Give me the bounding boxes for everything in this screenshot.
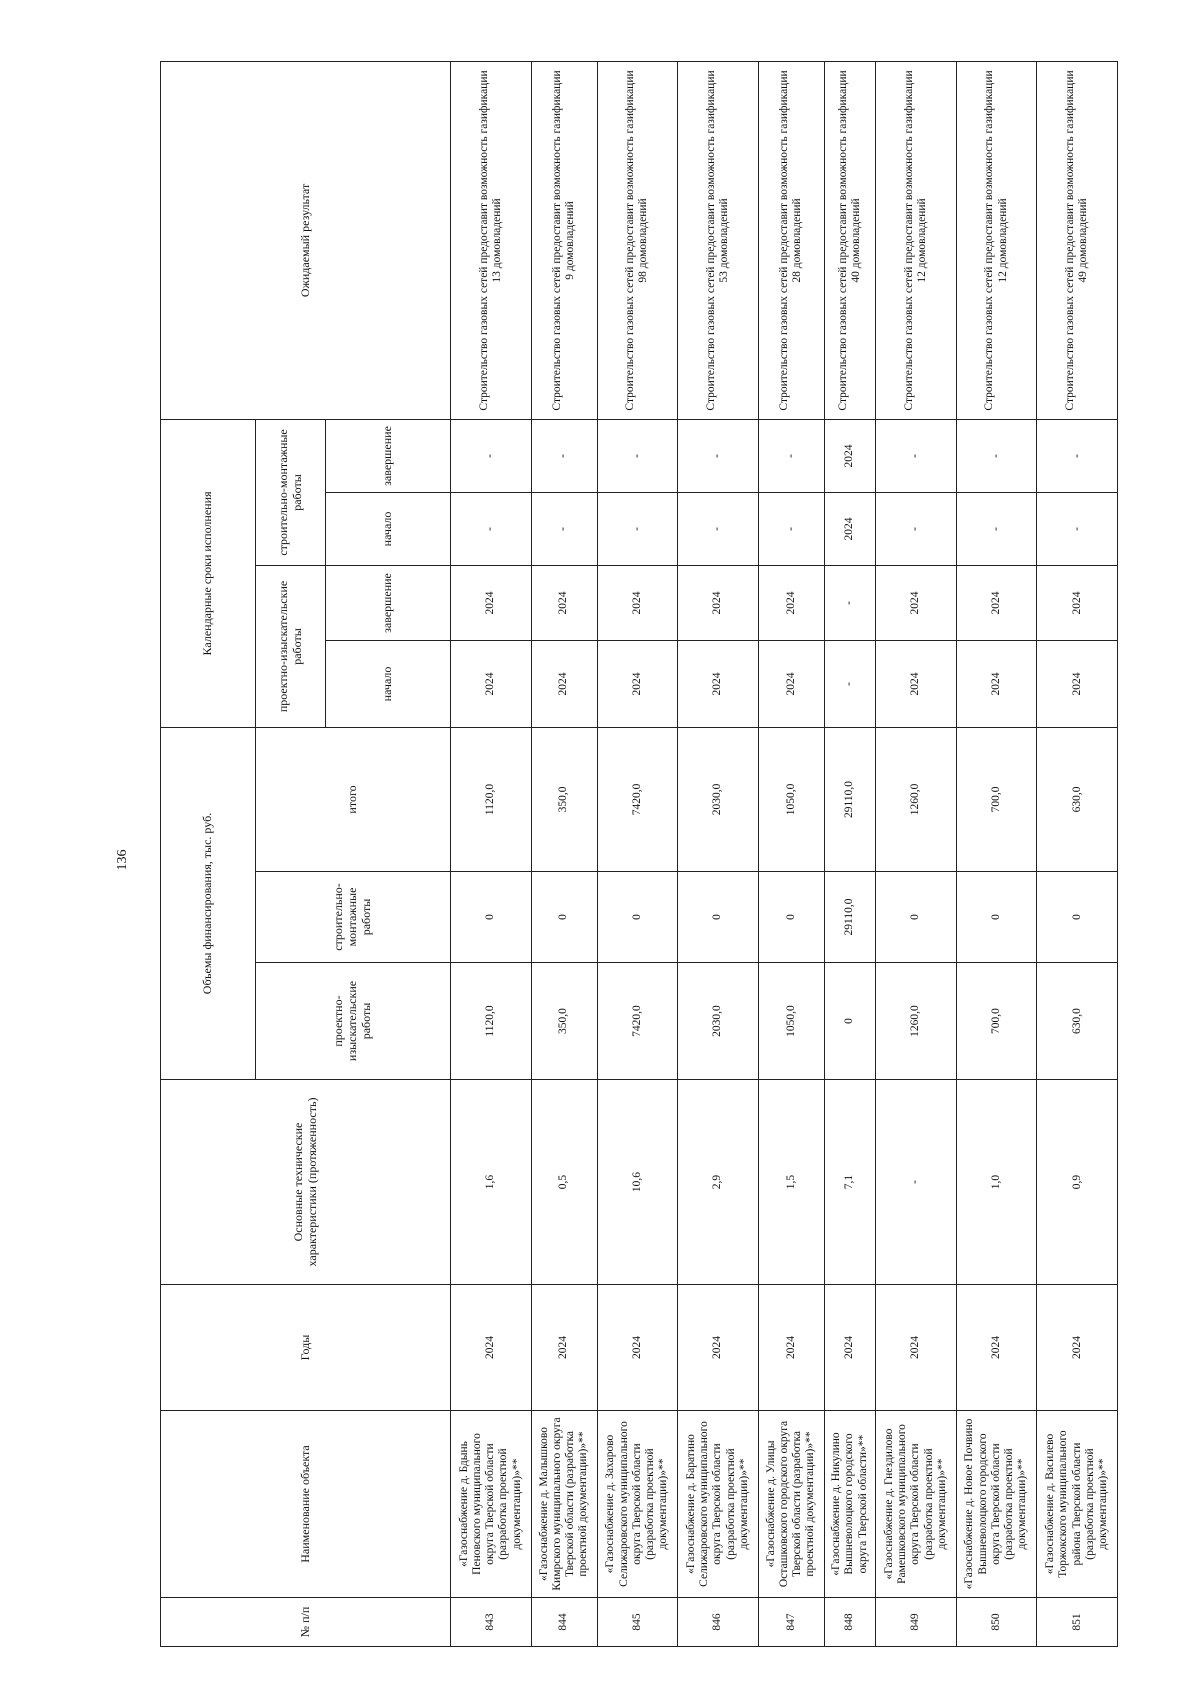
header-construction-end: завершение: [326, 419, 451, 492]
row-num: 850: [956, 1598, 1037, 1647]
header-design-start: начало: [326, 640, 451, 727]
row-construction-start: -: [531, 492, 597, 565]
row-result: Строительство газовых сетей предоставит возможность газификации 12 домовладений: [956, 61, 1037, 419]
row-object-name: «Газоснабжение д. Бдынь Пеновского муниципального округа Тверской области (разработка проектной документации)»**: [451, 1411, 532, 1598]
header-result: Ожидаемый результат: [161, 61, 451, 419]
row-length: 1,5: [758, 1080, 824, 1285]
row-construction-start: -: [678, 492, 759, 565]
row-funding-construction: 0: [678, 872, 759, 963]
row-construction-end: -: [1037, 419, 1118, 492]
row-funding-total: 7420,0: [597, 727, 678, 871]
row-construction-end: -: [531, 419, 597, 492]
row-length: 0,5: [531, 1080, 597, 1285]
row-funding-design: 630,0: [1037, 963, 1118, 1080]
page-number: 136: [115, 849, 130, 871]
row-design-start: 2024: [678, 640, 759, 727]
row-construction-end: 2024: [824, 419, 875, 492]
row-funding-design: 7420,0: [597, 963, 678, 1080]
header-num: № п/п: [161, 1598, 451, 1647]
row-num: 848: [824, 1598, 875, 1647]
row-design-end: 2024: [956, 565, 1037, 640]
row-num: 845: [597, 1598, 678, 1647]
row-funding-total: 2030,0: [678, 727, 759, 871]
row-construction-end: -: [451, 419, 532, 492]
row-year: 2024: [1037, 1285, 1118, 1411]
row-design-end: 2024: [758, 565, 824, 640]
row-funding-construction: 0: [758, 872, 824, 963]
row-funding-construction: 0: [1037, 872, 1118, 963]
row-design-start: 2024: [876, 640, 957, 727]
row-construction-start: -: [451, 492, 532, 565]
row-length: 1,6: [451, 1080, 532, 1285]
row-num: 849: [876, 1598, 957, 1647]
header-funding-construction: строительно-монтажные работы: [256, 872, 451, 963]
row-design-start: -: [824, 640, 875, 727]
row-result: Строительство газовых сетей предоставит возможность газификации 12 домовладений: [876, 61, 957, 419]
row-construction-end: -: [597, 419, 678, 492]
row-num: 844: [531, 1598, 597, 1647]
row-design-end: 2024: [451, 565, 532, 640]
row-result: Строительство газовых сетей предоставит возможность газификации 9 домовладений: [531, 61, 597, 419]
row-design-start: 2024: [758, 640, 824, 727]
row-length: -: [876, 1080, 957, 1285]
row-funding-total: 1260,0: [876, 727, 957, 871]
header-tech: Основные технические характеристики (протяженность): [161, 1080, 451, 1285]
row-design-end: 2024: [678, 565, 759, 640]
row-result: Строительство газовых сетей предоставит возможность газификации 13 домовладений: [451, 61, 532, 419]
row-length: 1,0: [956, 1080, 1037, 1285]
header-years: Годы: [161, 1285, 451, 1411]
row-year: 2024: [451, 1285, 532, 1411]
header-funding-design: проектно-изыскательские работы: [256, 963, 451, 1080]
header-construction-start: начало: [326, 492, 451, 565]
row-design-start: 2024: [1037, 640, 1118, 727]
header-name: Наименование объекта: [161, 1411, 451, 1598]
row-construction-end: -: [758, 419, 824, 492]
row-funding-design: 1120,0: [451, 963, 532, 1080]
header-schedule: Календарные сроки исполнения: [161, 419, 256, 727]
row-construction-start: -: [758, 492, 824, 565]
header-row-1: [161, 61, 256, 1646]
row-object-name: «Газоснабжение д. Новое Почвино Вышневолоцкого городского округа Тверской области (разработка проектной документации)»**: [956, 1411, 1037, 1598]
row-year: 2024: [956, 1285, 1037, 1411]
row-design-end: -: [824, 565, 875, 640]
row-design-start: 2024: [597, 640, 678, 727]
row-construction-start: -: [956, 492, 1037, 565]
header-funding: Объемы финансирования, тыс. руб.: [161, 727, 256, 1079]
row-length: 10,6: [597, 1080, 678, 1285]
row-funding-total: 630,0: [1037, 727, 1118, 871]
row-construction-start: -: [1037, 492, 1118, 565]
row-design-start: 2024: [531, 640, 597, 727]
row-construction-start: 2024: [824, 492, 875, 565]
row-funding-construction: 0: [876, 872, 957, 963]
table-row: [451, 61, 532, 1646]
row-design-end: 2024: [876, 565, 957, 640]
row-funding-total: 1120,0: [451, 727, 532, 871]
header-funding-total: итого: [256, 727, 451, 871]
table-row: [1037, 61, 1118, 1646]
row-object-name: «Газоснабжение д. Улицы Осташковского городского округа Тверской области (разработка проектной документации)»**: [758, 1411, 824, 1598]
row-num: 843: [451, 1598, 532, 1647]
row-funding-design: 1050,0: [758, 963, 824, 1080]
row-object-name: «Газоснабжение д. Захарово Селижаровского муниципального округа Тверской области (разработка проектной документации)»**: [597, 1411, 678, 1598]
table-row: [956, 61, 1037, 1646]
row-result: Строительство газовых сетей предоставит возможность газификации 28 домовладений: [758, 61, 824, 419]
row-year: 2024: [758, 1285, 824, 1411]
row-funding-construction: 29110,0: [824, 872, 875, 963]
row-design-start: 2024: [956, 640, 1037, 727]
row-construction-end: -: [678, 419, 759, 492]
table-row: [597, 61, 678, 1646]
row-length: 0,9: [1037, 1080, 1118, 1285]
row-design-start: 2024: [451, 640, 532, 727]
row-funding-design: 350,0: [531, 963, 597, 1080]
row-year: 2024: [531, 1285, 597, 1411]
table-body: [451, 61, 1118, 1646]
row-result: Строительство газовых сетей предоставит возможность газификации 40 домовладений: [824, 61, 875, 419]
row-num: 846: [678, 1598, 759, 1647]
row-length: 2,9: [678, 1080, 759, 1285]
table-row: [531, 61, 597, 1646]
row-year: 2024: [678, 1285, 759, 1411]
row-object-name: «Газоснабжение д. Никулино Вышневолоцкого городского округа Тверской области»**: [824, 1411, 875, 1598]
row-funding-design: 2030,0: [678, 963, 759, 1080]
header-schedule-construction: строительно-монтажные работы: [256, 419, 326, 565]
row-design-end: 2024: [1037, 565, 1118, 640]
row-num: 851: [1037, 1598, 1118, 1647]
table-row: [876, 61, 957, 1646]
row-construction-end: -: [876, 419, 957, 492]
row-object-name: «Газоснабжение д. Малышково Кимрского муниципального округа Тверской области (разработка проектной документации)»**: [531, 1411, 597, 1598]
table-row: [758, 61, 824, 1646]
rotated-table-container: [160, 62, 1118, 1647]
row-funding-design: 0: [824, 963, 875, 1080]
row-result: Строительство газовых сетей предоставит возможность газификации 49 домовладений: [1037, 61, 1118, 419]
row-funding-construction: 0: [451, 872, 532, 963]
row-funding-total: 29110,0: [824, 727, 875, 871]
row-object-name: «Газоснабжение д. Василево Торжокского муниципального района Тверской области (разработка проектной документации)»**: [1037, 1411, 1118, 1598]
row-num: 847: [758, 1598, 824, 1647]
header-design-end: завершение: [326, 565, 451, 640]
header-schedule-design: проектно-изыскательские работы: [256, 565, 326, 727]
row-length: 7,1: [824, 1080, 875, 1285]
table-row: [678, 61, 759, 1646]
row-funding-total: 350,0: [531, 727, 597, 871]
row-result: Строительство газовых сетей предоставит возможность газификации 98 домовладений: [597, 61, 678, 419]
row-funding-construction: 0: [956, 872, 1037, 963]
row-construction-start: -: [876, 492, 957, 565]
row-result: Строительство газовых сетей предоставит возможность газификации 53 домовладений: [678, 61, 759, 419]
row-funding-total: 1050,0: [758, 727, 824, 871]
gasification-table: [160, 61, 1118, 1647]
row-funding-total: 700,0: [956, 727, 1037, 871]
row-year: 2024: [876, 1285, 957, 1411]
row-design-end: 2024: [597, 565, 678, 640]
table-row: [824, 61, 875, 1646]
row-construction-start: -: [597, 492, 678, 565]
row-design-end: 2024: [531, 565, 597, 640]
row-construction-end: -: [956, 419, 1037, 492]
row-funding-construction: 0: [597, 872, 678, 963]
row-funding-design: 1260,0: [876, 963, 957, 1080]
row-funding-construction: 0: [531, 872, 597, 963]
row-object-name: «Газоснабжение д. Баратино Селижаровского муниципального округа Тверской области (разработка проектной документации)»**: [678, 1411, 759, 1598]
row-year: 2024: [597, 1285, 678, 1411]
row-year: 2024: [824, 1285, 875, 1411]
row-object-name: «Газоснабжение д. Гнездилово Рамешковского муниципального округа Тверской области (разработка проектной документации)»**: [876, 1411, 957, 1598]
row-funding-design: 700,0: [956, 963, 1037, 1080]
